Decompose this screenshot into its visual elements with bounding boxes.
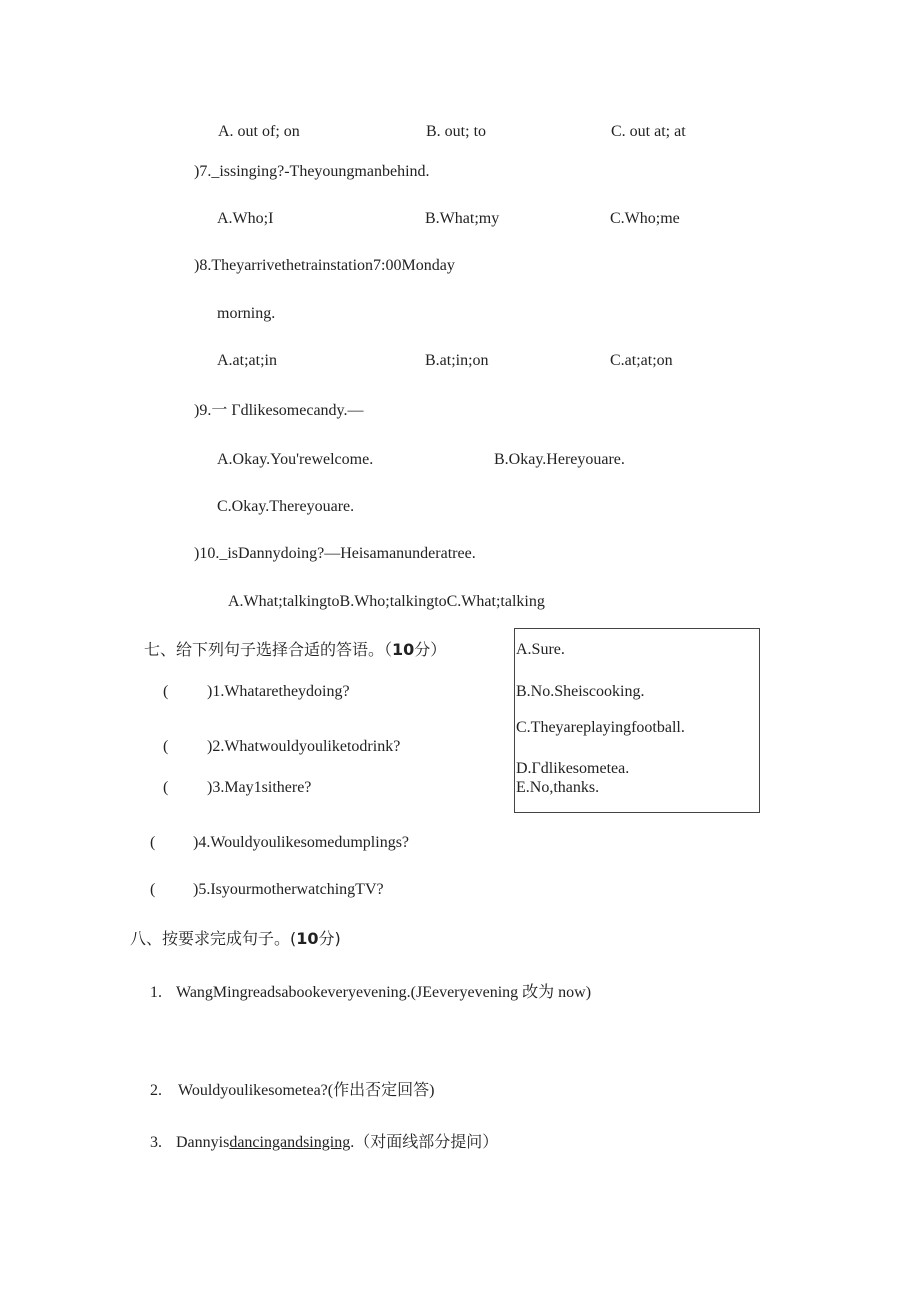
section7-title-text: 七、给下列句子选择合适的答语。（ (144, 640, 393, 659)
answer-e: E.No,thanks. (516, 779, 600, 796)
s7-item-5-paren: ( (150, 881, 156, 898)
q7-option-c: C.Who;me (610, 210, 680, 227)
q10-options: A.What;talkingtoB.Who;talkingtoC.What;talking (228, 593, 545, 610)
s8-item-2-number: 2. (150, 1082, 162, 1099)
q7-option-a: A.Who;I (217, 210, 274, 227)
s8-item-3-underlined: dancingandsinging (229, 1134, 351, 1151)
q8-option-b: B.at;in;on (425, 352, 489, 369)
s8-item-1-number: 1. (150, 984, 162, 1001)
s7-item-1-paren: ( (163, 683, 169, 700)
section8-title-end: 分) (318, 929, 341, 948)
s7-item-1-text: )1.Whataretheydoing? (207, 683, 350, 700)
s7-item-2-paren: ( (163, 738, 169, 755)
q9-option-c: C.Okay.Thereyouare. (217, 498, 355, 515)
section8-title-text: 八、按要求完成句子。( (130, 929, 297, 948)
q9-option-a: A.Okay.You'rewelcome. (217, 451, 374, 468)
q6-option-b: B. out; to (426, 123, 487, 140)
s7-item-3-paren: ( (163, 779, 169, 796)
s7-item-4-text: )4.Wouldyoulikesomedumplings? (193, 834, 410, 851)
s7-item-5-text: )5.IsyourmotherwatchingTV? (193, 881, 384, 898)
answer-b: B.No.Sheiscooking. (516, 683, 645, 700)
q10-stem: )10._isDannydoing?—Heisamanunderatree. (194, 545, 476, 562)
q7-stem: )7._issinging?-Theyoungmanbehind. (194, 163, 430, 180)
q8-option-c: C.at;at;on (610, 352, 673, 369)
s8-item-1-text: WangMingreadsabookeveryevening.(JEeveryevening 改为 now) (176, 984, 592, 1001)
answer-a: A.Sure. (516, 641, 565, 658)
q6-option-c: C. out at; at (611, 123, 686, 140)
section7-title-end: 分） (414, 640, 447, 659)
q8-option-a: A.at;at;in (217, 352, 277, 369)
q9-stem: )9.一 Γdlikesomecandy.— (194, 402, 364, 419)
answer-c: C.Theyareplayingfootball. (516, 719, 685, 736)
s7-item-4-paren: ( (150, 834, 156, 851)
section7-title (144, 640, 446, 660)
s8-item-3-pre: Dannyis (176, 1134, 230, 1151)
q7-option-b: B.What;my (425, 210, 500, 227)
s7-item-2-text: )2.Whatwouldyouliketodrink? (207, 738, 401, 755)
s8-item-3-text (176, 1133, 498, 1153)
q8-stem: )8.Theyarrivethetrainstation7:00Monday (194, 257, 455, 274)
s8-item-3-number: 3. (150, 1134, 162, 1151)
section8-title (130, 929, 341, 949)
s8-item-3-post: .（对面线部分提问） (350, 1134, 499, 1151)
s7-item-3-text: )3.May1sithere? (207, 779, 312, 796)
q9-option-b: B.Okay.Hereyouare. (494, 451, 625, 468)
section8-score: 10 (296, 929, 319, 948)
answer-d: D.Γdlikesometea. (516, 760, 630, 777)
q8-stem-continued: morning. (217, 305, 276, 322)
section7-score: 10 (392, 640, 415, 659)
s8-item-2-text: Wouldyoulikesometea?(作出否定回答) (178, 1082, 435, 1099)
q6-option-a: A. out of; on (218, 123, 300, 140)
